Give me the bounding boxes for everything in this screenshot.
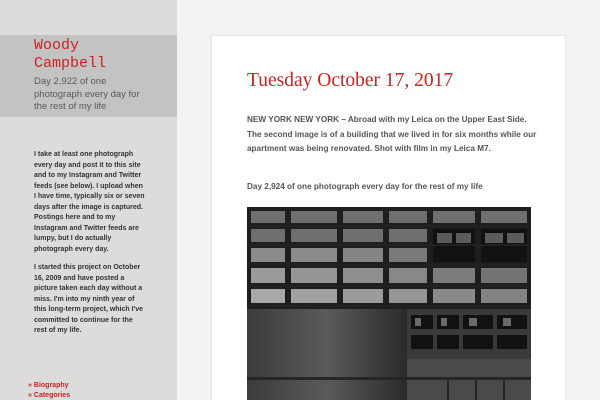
- site-title[interactable]: [34, 37, 177, 73]
- sidebar: [0, 0, 177, 400]
- link-bullet: »: [28, 392, 32, 399]
- sidebar-link-categories[interactable]: [28, 391, 70, 400]
- building-photo-image: [247, 207, 531, 400]
- post-subtitle: Day 2,924 of one photograph every day for the rest of my life: [247, 182, 483, 191]
- post-body: NEW YORK NEW YORK – Abroad with my Leica on the Upper East Side. The second image is of a building that we lived in for six months while our apartment was being renovated. Shot with film in my Leica M7.: [247, 115, 537, 153]
- post-title[interactable]: Tuesday October 17, 2017: [247, 70, 454, 91]
- about-text: [34, 150, 146, 345]
- site-title-line-2[interactable]: Campbell: [34, 55, 107, 72]
- about-paragraph-1: I take at least one photograph every day and post it to this site and to my Instagram and Twitter feeds (see below). I upload when I have time, typically six or seven days after the image is captured. Postings here and to my Instagram and Twitter feeds are lumpy, but I do actually photograph every day.: [34, 151, 145, 253]
- sidebar-link-label[interactable]: Categories: [33, 392, 71, 399]
- sidebar-links: [28, 381, 70, 400]
- link-bullet: »: [28, 382, 32, 389]
- site-description: Day 2,922 of one photograph every day for the rest of my life: [34, 76, 140, 112]
- site-header: [0, 35, 177, 117]
- post-photo[interactable]: [247, 207, 531, 400]
- post-content: [211, 35, 566, 400]
- sidebar-link-biography[interactable]: [28, 381, 70, 391]
- sidebar-link-label[interactable]: Biography: [33, 382, 69, 389]
- about-paragraph-2: I started this project on October 16, 2009 and have posted a picture taken each day without a miss. I'm into my ninth year of this long-term project, which I've committed to continue for the rest of my life.: [34, 264, 144, 334]
- site-title-line-1[interactable]: Woody: [34, 37, 80, 54]
